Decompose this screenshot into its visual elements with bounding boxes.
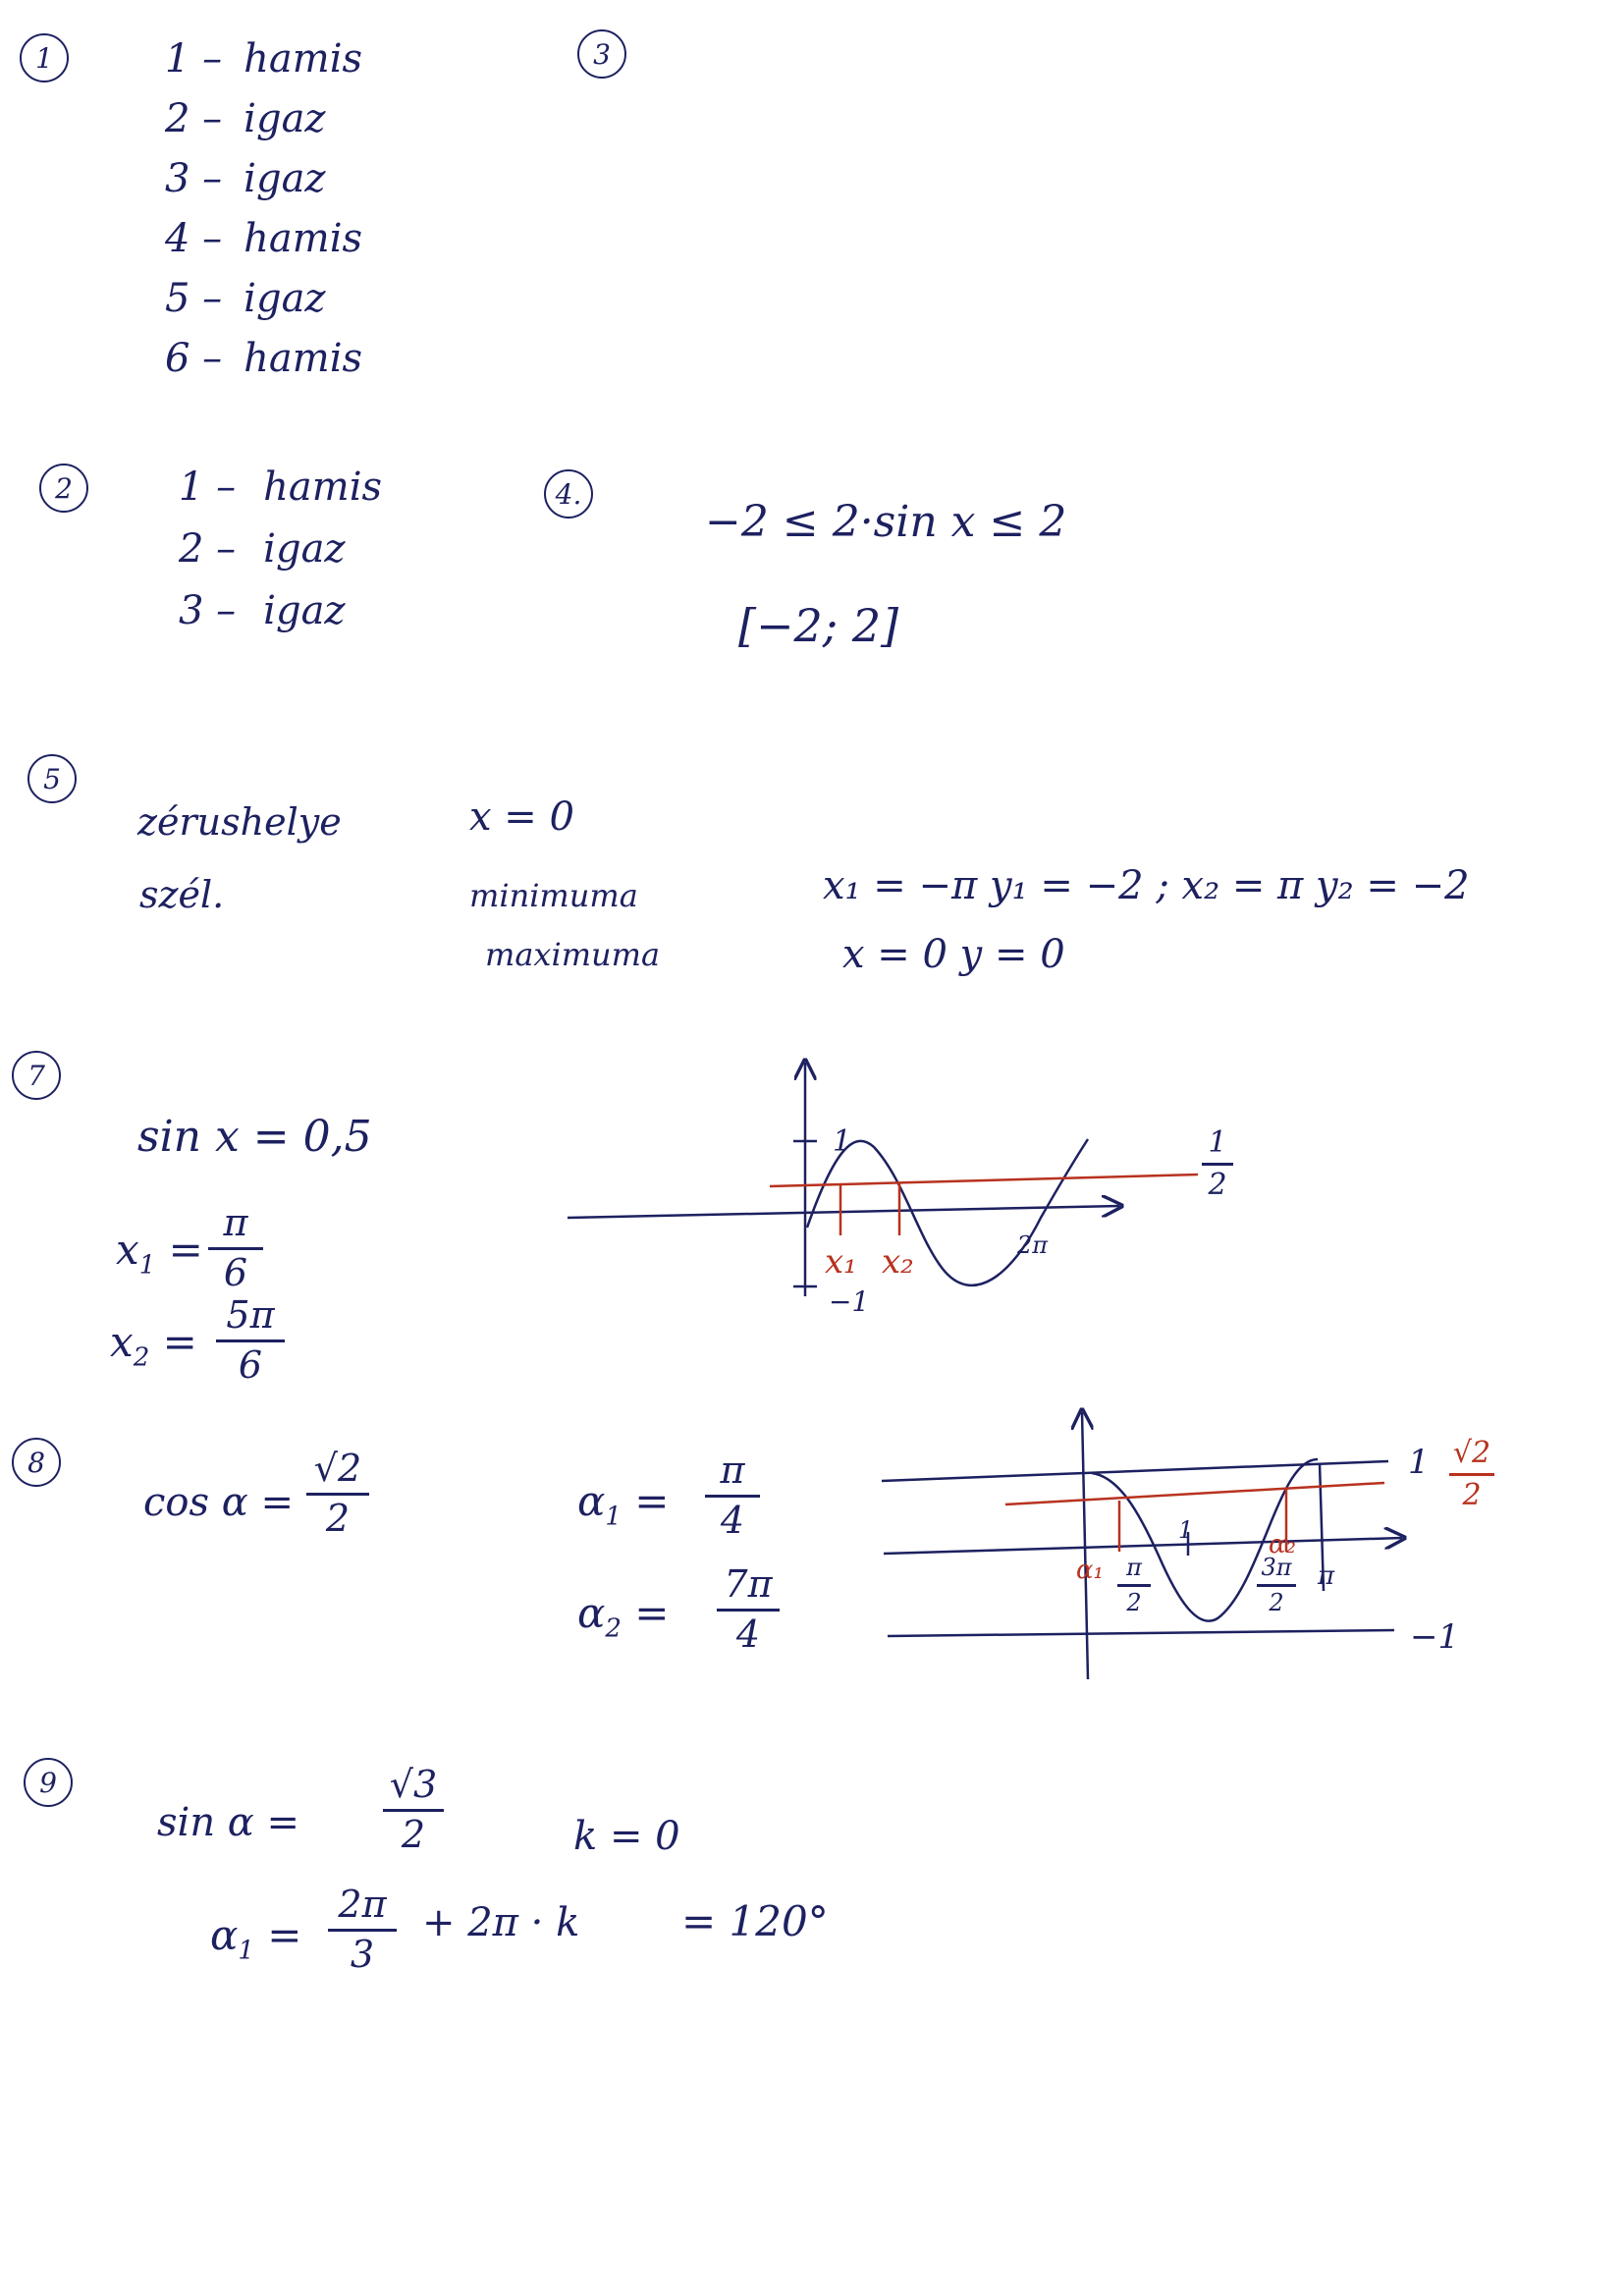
den: 2: [325, 1496, 351, 1540]
answer-number: 2 –: [179, 526, 237, 572]
q8-graph: [882, 1412, 1402, 1679]
den: 4: [735, 1612, 761, 1656]
num: π: [223, 1201, 248, 1244]
answer-value: hamis: [244, 216, 363, 261]
q9-rest: + 2π · k: [422, 1900, 580, 1945]
q8-lhs: cos α =: [143, 1480, 294, 1525]
q7-x-axis: [568, 1206, 1119, 1218]
answer-value: igaz: [244, 276, 326, 321]
q8-a2-var: $\alpha_2$ =: [577, 1589, 670, 1644]
q8-line-mone: [888, 1630, 1394, 1636]
q5-max-values: x = 0 y = 0: [842, 932, 1065, 977]
q8-y-axis: [1082, 1412, 1088, 1679]
den: 6: [238, 1342, 263, 1387]
answer-value: igaz: [263, 588, 346, 633]
den: 2: [1462, 1477, 1482, 1512]
answer-number: 2 –: [165, 96, 223, 141]
question-number-label: 8: [27, 1446, 45, 1479]
q8-graph-mone: −1: [1410, 1617, 1460, 1657]
answer-value: hamis: [244, 36, 363, 82]
q8-graph-r2: [1449, 1438, 1494, 1510]
question-number-label: 2: [55, 471, 73, 505]
q5-max-label: maximuma: [485, 936, 661, 973]
q5-min-label: minimuma: [469, 877, 638, 914]
q8-a1-var: $\alpha_1$ =: [577, 1477, 670, 1532]
question-number-label: 7: [27, 1059, 45, 1092]
var: α: [577, 1477, 606, 1525]
q8-r2-line: [1005, 1483, 1384, 1504]
q9-lhs: sin α =: [157, 1800, 300, 1845]
q7-red-marks: [770, 1175, 1198, 1235]
q7-graph-one: 1: [833, 1124, 852, 1159]
q9-a1-var: $\alpha_1$ =: [210, 1911, 302, 1966]
num: π: [720, 1449, 745, 1492]
answer-number: 1 –: [165, 36, 223, 82]
sub: 2: [133, 1342, 150, 1373]
question-number-label: 1: [35, 41, 53, 75]
num: 2π: [338, 1883, 387, 1926]
q7-graph-mone: −1: [829, 1285, 870, 1318]
frac-bar: [1449, 1473, 1494, 1476]
answer-number: 4 –: [165, 216, 223, 261]
q7-x1-var: $x_1$ =: [116, 1226, 203, 1281]
q5-extrema-label: szél.: [139, 873, 225, 916]
answer-number: 3 –: [179, 588, 237, 633]
num: 7π: [724, 1562, 773, 1606]
question-number-label: 9: [39, 1766, 57, 1799]
sub: 1: [138, 1250, 156, 1281]
q8-x-axis: [884, 1538, 1402, 1554]
frac-bar: [1257, 1584, 1296, 1587]
sub: 1: [238, 1936, 254, 1966]
den: 3: [350, 1932, 375, 1976]
num: 1: [1208, 1125, 1227, 1160]
answer-value: igaz: [263, 526, 346, 572]
q8-line-one: [882, 1461, 1388, 1481]
answer-number: 1 –: [179, 465, 237, 510]
q7-graph-half: [1202, 1127, 1233, 1200]
var: x: [110, 1318, 134, 1366]
q4-inequality: −2 ≤ 2·sin x ≤ 2: [705, 497, 1067, 547]
frac-bar: [1117, 1584, 1151, 1587]
sub: 1: [605, 1502, 622, 1532]
answer-value: igaz: [244, 156, 326, 201]
q5-zero-label: zérushelye: [137, 800, 342, 844]
q5-zero-value: x = 0: [469, 794, 574, 840]
den: 4: [720, 1498, 745, 1542]
num: √2: [1452, 1436, 1491, 1470]
question-number-label: 5: [43, 762, 61, 795]
q7-graph-x2: x₂: [882, 1242, 914, 1282]
q9-result: = 120°: [681, 1897, 829, 1945]
question-number-label: 4.: [555, 477, 582, 511]
sub: 2: [605, 1613, 622, 1644]
q5-min-values: x₁ = −π y₁ = −2 ; x₂ = π y₂ = −2: [823, 863, 1470, 908]
frac-bar: [1202, 1163, 1233, 1166]
q7-graph-x1: x₁: [825, 1242, 857, 1282]
q8-graph-pi: π: [1318, 1561, 1335, 1591]
var: x: [116, 1226, 139, 1274]
q8-graph-a2: α₂: [1269, 1530, 1296, 1559]
num: 5π: [226, 1293, 275, 1337]
answer-value: igaz: [244, 96, 326, 141]
q8-graph-mid-one: 1: [1178, 1516, 1194, 1544]
den: 6: [223, 1250, 248, 1294]
q4-range: [−2; 2]: [738, 599, 899, 652]
q9-k-value: k = 0: [573, 1814, 680, 1859]
var: α: [577, 1589, 606, 1637]
num: √3: [389, 1763, 438, 1806]
answer-number: 3 –: [165, 156, 223, 201]
answer-value: hamis: [244, 336, 363, 381]
answer-value: hamis: [263, 465, 383, 510]
num: 3π: [1261, 1554, 1292, 1581]
q8-graph-a1: α₁: [1076, 1556, 1104, 1585]
var: α: [210, 1911, 239, 1959]
q8-graph-pi2: [1117, 1556, 1151, 1615]
q7-x2-var: $x_2$ =: [110, 1318, 197, 1373]
question-number-label: 3: [593, 37, 611, 71]
num: π: [1126, 1554, 1142, 1581]
q8-graph-3pi2: [1257, 1556, 1296, 1615]
den: 2: [401, 1812, 426, 1856]
answer-number: 6 –: [165, 336, 223, 381]
q7-equation: sin x = 0,5: [137, 1112, 372, 1162]
q7-half-line: [770, 1175, 1198, 1186]
den: 2: [1269, 1589, 1284, 1617]
den: 2: [1126, 1589, 1142, 1617]
q7-graph-2pi: 2π: [1017, 1231, 1049, 1259]
den: 2: [1208, 1167, 1227, 1202]
answer-number: 5 –: [165, 276, 223, 321]
q8-graph-one: 1: [1408, 1443, 1430, 1482]
num: √2: [313, 1447, 362, 1490]
